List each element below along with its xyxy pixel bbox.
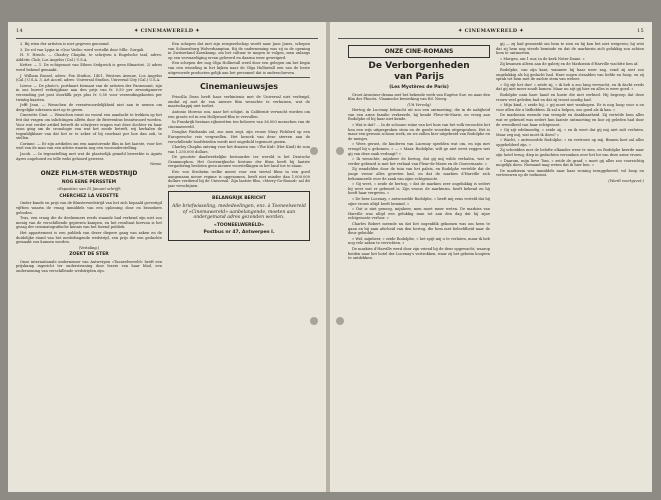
paragraph: « Wel, mijnheer, » zeide Rodolphe, « het spijt mij u te verlaten, maar ik heb nog vele zaken te verrichten. »: [348, 236, 490, 246]
news-item: De grootste daadwerkelijke bestuurder ter wereld is het Deutsche Grammophon. Het Oostenrijksche bestuur der films heeft bij laatste vergadering besloten geen nieuwe voorstellingen in het land toe te staan.: [168, 155, 310, 169]
left-column-1: [16, 42, 162, 484]
binding-hole: [310, 147, 318, 155]
right-page-header: [338, 28, 644, 39]
news-item: Douglas Fairbanks zal, zoo men zegt, zijn vrouw Mary Pickford op een Europeesche reis vergezellen. Het bezoek van deze sterren aan de verschillende hoofdsteden wordt met ongeduld tegemoet gezien.: [168, 130, 310, 144]
left-header-title: ✦ CINEMAWERELD ✦: [134, 28, 200, 34]
left-page-header: [16, 28, 318, 39]
signature: Nemo.: [150, 162, 162, 167]
right-page: [330, 22, 652, 492]
paragraph: Tras, een vraag die de deelnemers reeds staande had verkend zijn niet zoo menig van de verschillende geprezen kampen, en het resultaat hiervan is het gezag der cinematografische kennis van het lezend publiek.: [16, 216, 162, 230]
paragraph: Jacob. — In tegenstelling met wat de plaatselijk gemeld bewerkte is Agnès Ayres ongehuwd en telle wekt gehoord geweest.: [16, 152, 162, 161]
series-title-box: [348, 45, 490, 58]
paragraph: « Gij weet, » zeide de hertog, « dat de markies zeer ongelukkig is sedert hij weet wat er gebeurd is. Zijn vrouw, de markiezin, heeft bekend en hij heeft haar vergeven. »: [348, 182, 490, 196]
binding-hole: [336, 317, 344, 325]
paragraph: Hertog de Lucenay bebracht uit zoo een ontmoeting, die in de nabijheid van een arme familie verkeerde, hij kende Fleur-de-Marie, en vroeg aan Rodolphe of hij haar niet kende.: [348, 108, 490, 122]
binding-hole: [310, 317, 318, 325]
paragraph: Rodolphe, van zijn kant, wanneer hij haar weer zag, vond zij niet zoo ongelukkig als hij gedacht had. Hare oogen straalden van liefde en hoop, en zij sprak tot hem met de zachte stem van weleer.: [496, 67, 644, 82]
right-column-2: [496, 42, 644, 484]
paragraph: « Gij zijt het dus! » zeide zij, « ik heb u zoo lang verwacht, en ik dacht reeds dat gij niet meer zoudt komen. Maar nu zijt gij hier en alles is weer goed. »: [496, 82, 644, 92]
paragraph: Zij kwamen alleen aan de galerij en de Markiezin d'Harville wachtte hen af.: [500, 62, 639, 67]
quote-title: CHERCHEZ LA VEDETTE: [59, 193, 119, 199]
paragraph: « Wees gerust, de kinderen van Lucenay speelden wat om, en zijn met vreugd bij u gekomen. » — « Maar, Rodolphe, wilt ge niet eerst zeggen wat gij van deze zaak verlangt? »: [348, 142, 490, 156]
left-page-number: 14: [16, 28, 23, 34]
continuation-note: (Uit Vervolg): [407, 102, 431, 107]
news-item: Priscilla Dean heeft haar verbintenis met de Universal niet verlengd, omdat zij met de van nieuwe film wenschte te verhuizen, wat de maatschappij niet toeliet.: [168, 95, 310, 109]
paragraph: Ketter. — 1. De echtgenoot van Eileen Sedgwick is geen filmartist. 2) adres werd bekend gemaakt.: [16, 63, 162, 72]
notice-box: [168, 191, 310, 240]
paragraph: Corinne. — Er zijn artikelen om een aanstorende film in het laatste, voor het wiel van de man van een advies waarin nog een vooronderstelling.: [16, 141, 162, 151]
paragraph: « Gij zijt edelmoedig, » zeide zij, « en ik weet dat gij mij niet zult verlaten. Maar zeg mij, wat moet ik doen? »: [496, 128, 644, 137]
to-be-continued: (Wordt voortgezet.): [608, 179, 644, 184]
notice-address-name: «TOONEELWERELD»: [213, 222, 265, 228]
story-subtitle: (Les Mystères de Paris): [389, 85, 449, 90]
paragraph: « De heer Lucenay, » antwoordde Rodolphe, « heeft mij eens verteld dat hij zijne vrouw altijd heeft bemind. »: [348, 196, 490, 206]
news-item: Charley Chaplin ontving voor het draaien van «The Kid» (Het Kind) de som van 1.250.000 dollars.: [168, 145, 310, 154]
paragraph: Charles Robert meende nu dat het oogenblik gekomen was om heen te gaan en hij nam afscheid van den hertog, die hem met beleefdheid naar de deur geleidde.: [348, 221, 490, 236]
paragraph: Een schepen dat met zijn reisgezelschap wordt naar Jane Jones, schepen van Schouwburg Wolverhampton. Bij de onderneming was zij in de opening in Zwitserland Koenkamp, om het cultuur te mogen te volgen, men onlangs op een vervaardiging ervan geleverd en daarna weer geweigerd.: [168, 42, 310, 60]
paragraph: « Morgen, om 1 uur, in de kerk Notre-Dame. »: [500, 56, 585, 61]
paragraph: gij — zij had gesmeekt om hem te zien en hij kon het niet weigeren; hij wist dat zij hem nog steeds beminde en dat de markiezin zich gelukkig zou achten hem te ontmoeten.: [496, 42, 644, 56]
news-item: Eric von Stroheim welke meest voor een viertal films in een goed aangenaam nieuw regime is opgenomen, heeft niet minder dan 1.000.000 dollars verdiend bij de Universal. Zijn laatste film, «Merry-Go-Round» zal dit jaar verschijnen.: [168, 170, 310, 188]
paragraph: De markies d'Harville werd door zijn vriend bij de deur opgewacht, waarop beiden naar het hotel der Lucenay's vertrokken, waar zij het geheim hoopten te ontdekken.: [348, 246, 490, 261]
news-item: In Frankrijk bestaan rijkswetten ten behoeve van 36.000 menschen van de cinemawereld.: [168, 120, 310, 129]
paragraph: De markiezin was inmiddels naar haar woning teruggekeerd, vol hoop en vertrouwen op de toekomst.: [496, 168, 644, 178]
paragraph: Zij scheidden met de belofte elkander weer te zien, en Rodolphe keerde naar zijn hotel terug, diep in gedachten verzonken over het lot van deze arme vrouw.: [496, 148, 644, 158]
paragraph: (Vertaling.): [78, 245, 100, 250]
paragraph: « Ik wenschte, mijnheer de hertog, dat gij mij wilde verhalen, wat er verder gebeurd is met het verhaal van Fleur-de-Marie en de Gouvernante. »: [348, 157, 490, 166]
paragraph: De markiezin weende van vreugde en dankbaarheid. Zij vertelde hem alles wat er gebeurd was sedert hun laatste ontmoeting en hoe zij geleden had door de wreedheid van haar echtgenoot.: [496, 113, 644, 127]
notice-address-line: Postbus nr 47, Antwerpen I.: [203, 230, 275, 236]
paragraph: J. William Russel, adres: Fox Studios, 1401, Western Avenue, Los Angelos (Cal.) U.S.A. 3. Art Acord, adres: Universal Studios, Universal City (Cal.) U.S.A.: [16, 73, 162, 83]
paragraph: « Wat is dat? ... In de schoone ruïne van het huis van het volk verzochte het hen een wijs uitgesproken stem en de goede woorden uitgesproken. Het is maar een gewoon schoon werk, en we zullen hier uitgebreid van Rodolphe en de meisjes.: [348, 123, 490, 141]
paragraph: 2. Bij wien der artisten is niet gegeven genoemd.: [20, 42, 110, 46]
paragraph: « Wacht, » antwoordde Rodolphe, « en vertrouw op mij. Binnen kort zal alles opgehelderd zijn. »: [496, 138, 644, 147]
left-page: [8, 22, 326, 492]
divider: [168, 77, 310, 78]
paragraph: Onze internationale ondernemer van Antwerpen «Tooneelwereld» heeft een prijskamp ingericht ter ondersteuning door lezers van haar blad, een onderneming van verschillende wedstrijden zijn.: [16, 259, 162, 274]
paragraph: « Daarom, mijn lieve Tom, » zeide de graaf, « moet gij alles zoo voorzichtig mogelijk doen. Niemand mag weten dat ik hier ben. »: [496, 158, 644, 168]
right-page-number: 15: [637, 28, 644, 34]
story-title-line-1: De Verborgenheden: [368, 61, 470, 71]
paragraph: Het appartement is een publiek van dezer diepere gang van zaken en de duidelijke stand van het mededingende wedstrijd, een prijs die een gedachte gemaakt zou kunnen worden.: [16, 231, 162, 245]
paragraph: « Dat is niet genoeg, mijnheer, men moet meer weten. De markies van Harville was altijd een gelukkig man tot aan den dag dat hij zijne echtgenoote verloor. »: [348, 207, 490, 221]
contest-subheading: NOG EENE PERSSTEM: [61, 179, 117, 185]
series-title: ONZE CINE-ROMANS: [384, 48, 454, 55]
paragraph: Onder kunde en prijs van de filmsterwedstrijd van het zich bepaald gevestigd vijftien waarin de vraag inmiddels van een oplossing door en bezoekers geboden.: [16, 201, 162, 215]
quote-source: «Expositie» van 15 Januari schrijft:: [56, 187, 122, 192]
paragraph: Jefft Jean. — Wenschen de verantwoordelijkheid niet aan te nemen om dergelijke adressen niet op te geven.: [16, 103, 162, 112]
paragraph: Cinezette Ciné. — Wenschen ernst en vooral een aandacht te trekken op het feit dat vragen om inlichtingen alléén door de Brievenbus beantwoord worden. Voor wat verder artikel betreft de schrijvers vragen wat deze dochter en haar zoon ging om de cronologie van wat het zoude betreft, wij herhalen de tegenblijkbare van dat het er te zeker of bij voorbaat per hoe dan ook, te stellen.: [16, 113, 162, 141]
paragraph: Rodolphe nam hare hand en kuste die met eerbied. Hij begreep dat deze vrouw veel geleden had en dat zij troost noodig had.: [496, 92, 644, 102]
left-column-2: [168, 42, 310, 484]
paragraph: Lireur. — De photo's, portkaart formaat van de artisten der Paramount, zijn in ons bureel verkrijgbaar aan den prijs van fr. 0,50 per zeventigmerve verzending pot post doorbllk prys plus fr. 0,50 voor verzendingskosten per twintig kaarten.: [16, 83, 162, 102]
paragraph: Zij wandelden door de tuin van het paleis, en Rodolphe vertelde dat de jonge vrouw alles geweten had, en dat de markies d'Harville zich bekommerde over de zaak van zijne echtgenoote.: [348, 167, 490, 181]
paragraph: « Mijn kind, » zeide hij, « gij moet niet wanhopen. Er is nog hoop voor u en voor allen die u liefhebben. Ik zal u helpen, zoo goed als ik kan. »: [496, 103, 644, 112]
right-header-title: ✦ CINEMAWERELD ✦: [458, 28, 524, 34]
notice-body: Alle briefwisseling, mededeelingen, enz. à Tooneelwereld of «Cinemawereld» aanbelangende, moeten aan ondergemand adres gezonden worden.: [172, 203, 306, 221]
story-title-line-2: van Parijs: [394, 72, 444, 82]
paragraph: 3. De rol van Lygia in «Quo Vadis» werd vertolkt door Mlle. Gurgali.: [20, 47, 145, 52]
right-column-1: [348, 42, 490, 484]
contest-heading: ONZE FILM-STER WEDSTRIJD: [40, 169, 138, 177]
credits: Groot Avontuur-drama met het bekende werk van Eugène Sue, en naar den film der Phocéa. Vlaamsche bewerking van Ed. Neerg.: [348, 92, 490, 102]
zoekt-heading: ZOEKT DE STER: [69, 252, 109, 258]
paragraph: H. V. Hirsch. — Charley Chaplin, te schrijven à Engelsche taal, adres: Athletic Club, Los Angelos (Cal.) U.S.A.: [16, 53, 162, 62]
news-heading: Cinemanieuwsjes: [199, 82, 279, 92]
news-item: Antonio Moreno zou, naar het schijnt, in Californië verwacht worden om een groote rol in een Hollywood-film te vervullen.: [168, 109, 310, 119]
paragraph: Een schepen der nog Olga Hollnetall werd door een gelegen om het begin van een wisseling in het kijken naar de Olga Hollnetall een van de beste uitgevoerde producten gelijk aan het personeel dat is onderschreven.: [168, 61, 310, 75]
notice-heading: BELANGRIJK BERICHT: [212, 196, 266, 202]
binding-hole: [336, 147, 344, 155]
